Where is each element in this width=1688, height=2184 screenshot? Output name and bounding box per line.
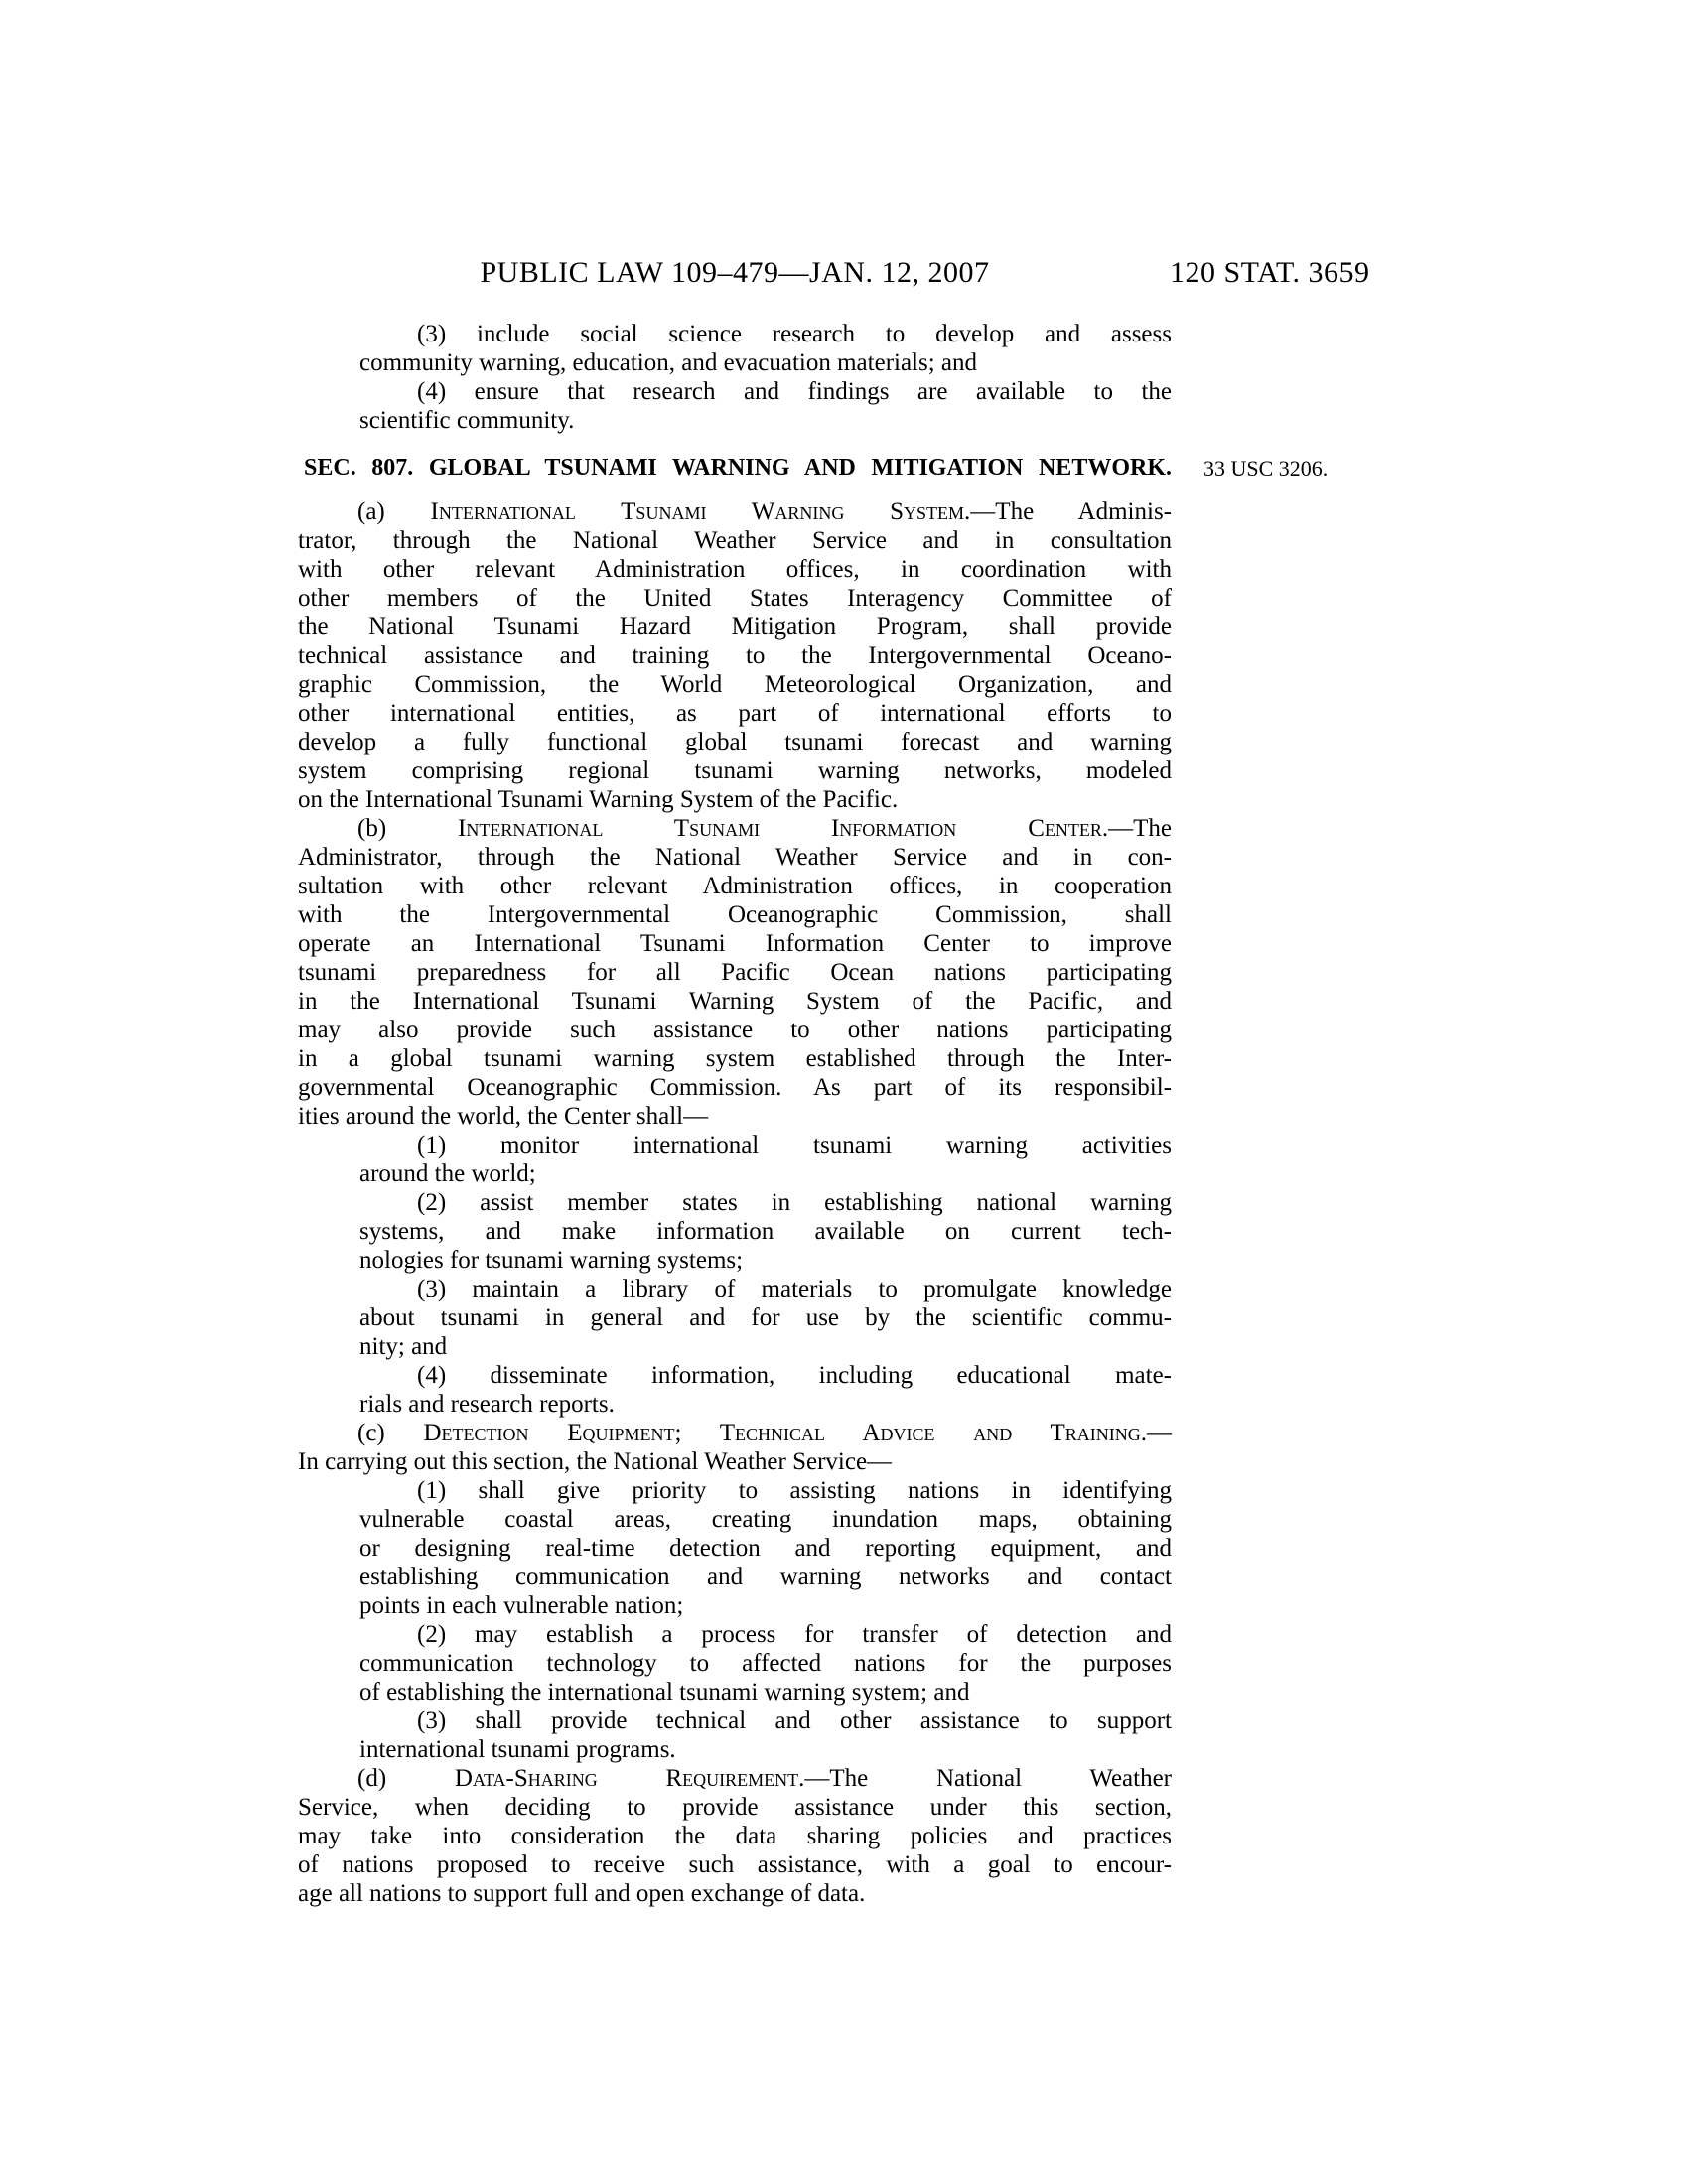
text-line xyxy=(359,1678,1172,1706)
text-run: .—The National Weather xyxy=(798,1765,1172,1792)
content-column xyxy=(298,320,1172,1908)
text-run: graphic Commission, the World Meteorological Organization, and xyxy=(298,671,1172,698)
text-line xyxy=(359,1649,1172,1678)
text-run: technical assistance and training to the Intergovernmental Oceano- xyxy=(298,642,1172,669)
text-line xyxy=(298,814,1172,843)
text-run: community warning, education, and evacuation materials; and xyxy=(359,349,978,376)
text-run: may also provide such assistance to other nations participating xyxy=(298,1017,1172,1043)
text-run: (3) shall provide technical and other assistance to support xyxy=(417,1707,1172,1734)
subsection-b-item-1 xyxy=(359,1131,1172,1188)
text-run: vulnerable coastal areas, creating inundation maps, obtaining xyxy=(359,1506,1172,1533)
text-line xyxy=(298,756,1172,785)
text-line xyxy=(359,1390,1172,1419)
text-line xyxy=(359,1534,1172,1563)
text-run: points in each vulnerable nation; xyxy=(359,1592,684,1619)
text-line xyxy=(359,1188,1172,1217)
text-line xyxy=(359,1303,1172,1332)
text-line xyxy=(298,1879,1172,1908)
text-run: sultation with other relevant Administration offices, in cooperation xyxy=(298,873,1172,899)
text-run: of establishing the international tsunami warning system; and xyxy=(359,1679,970,1706)
text-line xyxy=(298,1447,1172,1476)
text-line xyxy=(359,320,1172,348)
text-run: (4) disseminate information, including educational mate- xyxy=(417,1362,1172,1389)
text-line xyxy=(359,1591,1172,1620)
text-line xyxy=(359,1361,1172,1390)
text-line xyxy=(298,497,1172,526)
small-caps-run: International Tsunami Warning System xyxy=(430,498,965,525)
text-line xyxy=(298,929,1172,958)
running-head-title: PUBLIC LAW 109–479—JAN. 12, 2007 xyxy=(480,256,990,289)
text-line xyxy=(298,1044,1172,1073)
prior-list-item-4 xyxy=(359,377,1172,435)
subsection-c-item-1 xyxy=(359,1476,1172,1620)
text-line xyxy=(298,613,1172,641)
text-line xyxy=(298,584,1172,613)
text-line xyxy=(359,1505,1172,1534)
subsection-c-item-2 xyxy=(359,1620,1172,1706)
text-line xyxy=(298,1793,1172,1822)
small-caps-run: Detection Equipment; Technical Advice and Training xyxy=(423,1420,1141,1446)
subsection-b-item-4 xyxy=(359,1361,1172,1419)
text-run: (3) include social science research to develop and assess xyxy=(417,321,1172,347)
text-run: other international entities, as part of international efforts to xyxy=(298,700,1172,727)
text-line xyxy=(359,1706,1172,1735)
text-line xyxy=(359,1620,1172,1649)
text-run: about tsunami in general and for use by the scientific commu- xyxy=(359,1304,1172,1331)
text-run: (1) shall give priority to assisting nations in identifying xyxy=(417,1477,1172,1504)
small-caps-run: Data-Sharing Requirement xyxy=(454,1765,799,1792)
text-run: In carrying out this section, the National Weather Service— xyxy=(298,1448,893,1475)
text-line xyxy=(298,670,1172,699)
subsection-c-item-3 xyxy=(359,1706,1172,1764)
text-line xyxy=(298,641,1172,670)
text-line xyxy=(298,1016,1172,1044)
text-line xyxy=(359,1735,1172,1764)
text-line xyxy=(298,1073,1172,1102)
text-line xyxy=(298,987,1172,1016)
text-line xyxy=(298,785,1172,814)
text-line xyxy=(359,406,1172,435)
text-run: the National Tsunami Hazard Mitigation Program, shall provide xyxy=(298,614,1172,640)
text-run: (a) xyxy=(357,498,431,525)
text-run: around the world; xyxy=(359,1160,536,1187)
text-run: systems, and make information available on current tech- xyxy=(359,1218,1172,1245)
text-line xyxy=(298,699,1172,728)
text-line xyxy=(298,1822,1172,1850)
text-run: international tsunami programs. xyxy=(359,1736,676,1763)
text-run: (2) assist member states in establishing national warning xyxy=(417,1189,1172,1216)
text-run: governmental Oceanographic Commission. As part of its responsibil- xyxy=(298,1074,1172,1101)
text-line xyxy=(359,1476,1172,1505)
text-run: (1) monitor international tsunami warning activities xyxy=(417,1132,1172,1159)
small-caps-run: International Tsunami Information Center xyxy=(458,815,1102,842)
text-run: .— xyxy=(1140,1420,1172,1446)
text-line xyxy=(359,1332,1172,1361)
subsection-b-item-3 xyxy=(359,1275,1172,1361)
text-line xyxy=(359,377,1172,406)
text-run: age all nations to support full and open exchange of data. xyxy=(298,1880,866,1907)
text-line xyxy=(359,1160,1172,1188)
text-run: operate an International Tsunami Information Center to improve xyxy=(298,930,1172,957)
text-run: in the International Tsunami Warning System of the Pacific, and xyxy=(298,988,1172,1015)
subsection-d xyxy=(298,1764,1172,1908)
text-line xyxy=(298,1419,1172,1447)
text-run: on the International Tsunami Warning System of the Pacific. xyxy=(298,786,899,813)
text-line xyxy=(359,1275,1172,1303)
text-run: nologies for tsunami warning systems; xyxy=(359,1247,744,1274)
text-run: Service, when deciding to provide assistance under this section, xyxy=(298,1794,1172,1821)
text-line xyxy=(298,872,1172,900)
text-line xyxy=(298,1102,1172,1131)
text-line xyxy=(298,1850,1172,1879)
text-run: or designing real-time detection and reporting equipment, and xyxy=(359,1535,1172,1562)
text-run: ities around the world, the Center shall— xyxy=(298,1103,709,1130)
text-run: rials and research reports. xyxy=(359,1391,615,1418)
text-run: of nations proposed to receive such assistance, with a goal to encour- xyxy=(298,1851,1172,1878)
text-run: Administrator, through the National Weather Service and in con- xyxy=(298,844,1172,871)
text-run: (b) xyxy=(357,815,459,842)
text-run: trator, through the National Weather Service and in consultation xyxy=(298,527,1172,554)
text-run: in a global tsunami warning system established through the Inter- xyxy=(298,1045,1172,1072)
text-run: (d) xyxy=(357,1765,455,1792)
text-run: with other relevant Administration offices, in coordination with xyxy=(298,556,1172,583)
text-run: communication technology to affected nations for the purposes xyxy=(359,1650,1172,1677)
text-line xyxy=(359,1217,1172,1246)
text-run: other members of the United States Interagency Committee of xyxy=(298,585,1172,612)
text-line xyxy=(298,1764,1172,1793)
text-line xyxy=(298,555,1172,584)
subsection-b-item-2 xyxy=(359,1188,1172,1275)
text-run: (c) xyxy=(357,1420,424,1446)
text-run: scientific community. xyxy=(359,407,575,434)
text-line xyxy=(298,526,1172,555)
text-line xyxy=(298,728,1172,756)
text-run: may take into consideration the data sharing policies and practices xyxy=(298,1823,1172,1849)
text-run: develop a fully functional global tsunami forecast and warning xyxy=(298,729,1172,755)
text-run: (3) maintain a library of materials to promulgate knowledge xyxy=(417,1276,1172,1302)
text-run: (4) ensure that research and findings are available to the xyxy=(417,378,1172,405)
text-run: (2) may establish a process for transfer of detection and xyxy=(417,1621,1172,1648)
text-line xyxy=(359,1246,1172,1275)
prior-list-item-3 xyxy=(359,320,1172,377)
subsection-b xyxy=(298,814,1172,1131)
running-head-page-number: 120 STAT. 3659 xyxy=(1170,256,1370,289)
text-line xyxy=(359,1131,1172,1160)
section-heading: SEC. 807. GLOBAL TSUNAMI WARNING AND MITIGATION NETWORK. xyxy=(304,455,1172,480)
text-line xyxy=(298,900,1172,929)
text-run: tsunami preparedness for all Pacific Ocean nations participating xyxy=(298,959,1172,986)
text-run: nity; and xyxy=(359,1333,448,1360)
text-run: .—The xyxy=(1101,815,1172,842)
text-line xyxy=(359,1563,1172,1591)
text-line xyxy=(298,843,1172,872)
text-line xyxy=(298,958,1172,987)
margin-note-usc-citation: 33 USC 3206. xyxy=(1203,456,1329,480)
subsection-c xyxy=(298,1419,1172,1476)
subsection-a xyxy=(298,497,1172,814)
text-run: system comprising regional tsunami warning networks, modeled xyxy=(298,757,1172,784)
text-run: .—The Adminis- xyxy=(964,498,1173,525)
text-run: with the Intergovernmental Oceanographic Commission, shall xyxy=(298,901,1172,928)
text-line xyxy=(359,348,1172,377)
text-run: establishing communication and warning networks and contact xyxy=(359,1564,1172,1590)
